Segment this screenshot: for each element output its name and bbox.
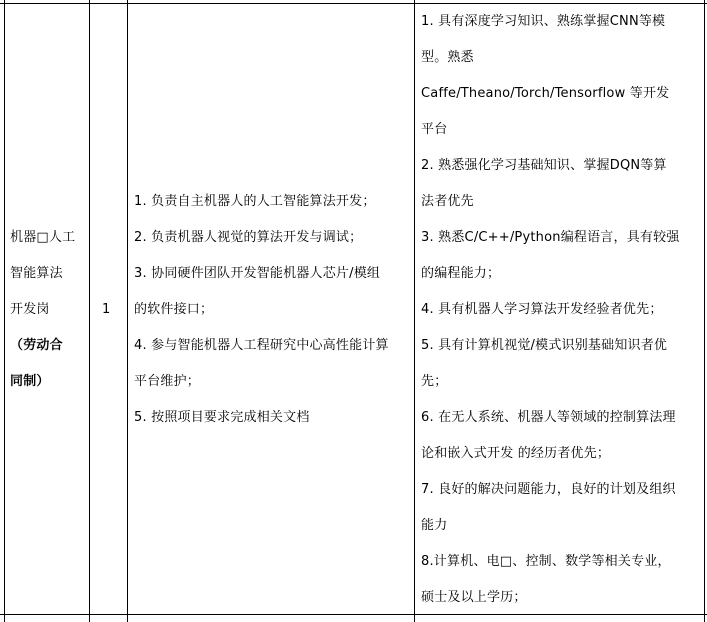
- row-divider-bottom: [0, 614, 707, 615]
- position-title-line: 开发岗: [10, 302, 50, 317]
- requirement-line: 6. 在无人系统、机器人等领域的控制算法理: [421, 410, 676, 425]
- column-divider-2: [127, 0, 128, 622]
- duty-line: 5. 按照项目要求完成相关文档: [134, 410, 310, 425]
- contract-type-line: （劳动合: [10, 338, 63, 353]
- column-divider-3: [414, 0, 415, 622]
- requirement-line: 2. 熟悉强化学习基础知识、掌握DQN等算: [421, 158, 667, 173]
- requirement-line: 7. 良好的解决问题能力，良好的计划及组织: [421, 482, 676, 497]
- requirement-line: 论和嵌入式开发 的经历者优先；: [421, 446, 611, 461]
- requirement-line: 的编程能力；: [421, 266, 501, 281]
- duty-line: 平台维护；: [134, 374, 201, 389]
- position-title-line: 智能算法: [10, 266, 63, 281]
- requirement-line: Caffe/Theano/Torch/Tensorflow 等开发: [421, 86, 670, 101]
- duty-line: 2. 负责机器人视觉的算法开发与调试；: [134, 230, 363, 245]
- contract-type-line: 同制）: [10, 374, 50, 389]
- table-border-left: [4, 0, 5, 622]
- duty-line: 的软件接口；: [134, 302, 214, 317]
- requirement-line: 5. 具有计算机视觉/模式识别基础知识者优: [421, 338, 668, 353]
- requirement-line: 型。熟悉: [421, 50, 474, 65]
- column-divider-1: [89, 0, 90, 622]
- row-divider-top: [0, 3, 707, 4]
- table-border-right: [704, 0, 705, 622]
- requirement-line: 硕士及以上学历；: [421, 590, 527, 605]
- headcount-value: 1: [102, 302, 111, 317]
- requirement-line: 4. 具有机器人学习算法开发经验者优先；: [421, 302, 663, 317]
- requirement-line: 1. 具有深度学习知识、熟练掌握CNN等模: [421, 14, 666, 29]
- requirement-line: 先；: [421, 374, 448, 389]
- requirement-line: 8.计算机、电□、控制、数学等相关专业，: [421, 554, 671, 569]
- duty-line: 3. 协同硬件团队开发智能机器人芯片/模组: [134, 266, 381, 281]
- requirement-line: 3. 熟悉C/C++/Python编程语言，具有较强: [421, 230, 680, 245]
- requirement-line: 能力: [421, 518, 448, 533]
- position-title-line: 机器□人工: [10, 230, 76, 245]
- duty-line: 1. 负责自主机器人的人工智能算法开发；: [134, 194, 376, 209]
- requirement-line: 平台: [421, 122, 448, 137]
- requirement-line: 法者优先: [421, 194, 474, 209]
- duty-line: 4. 参与智能机器人工程研究中心高性能计算: [134, 338, 389, 353]
